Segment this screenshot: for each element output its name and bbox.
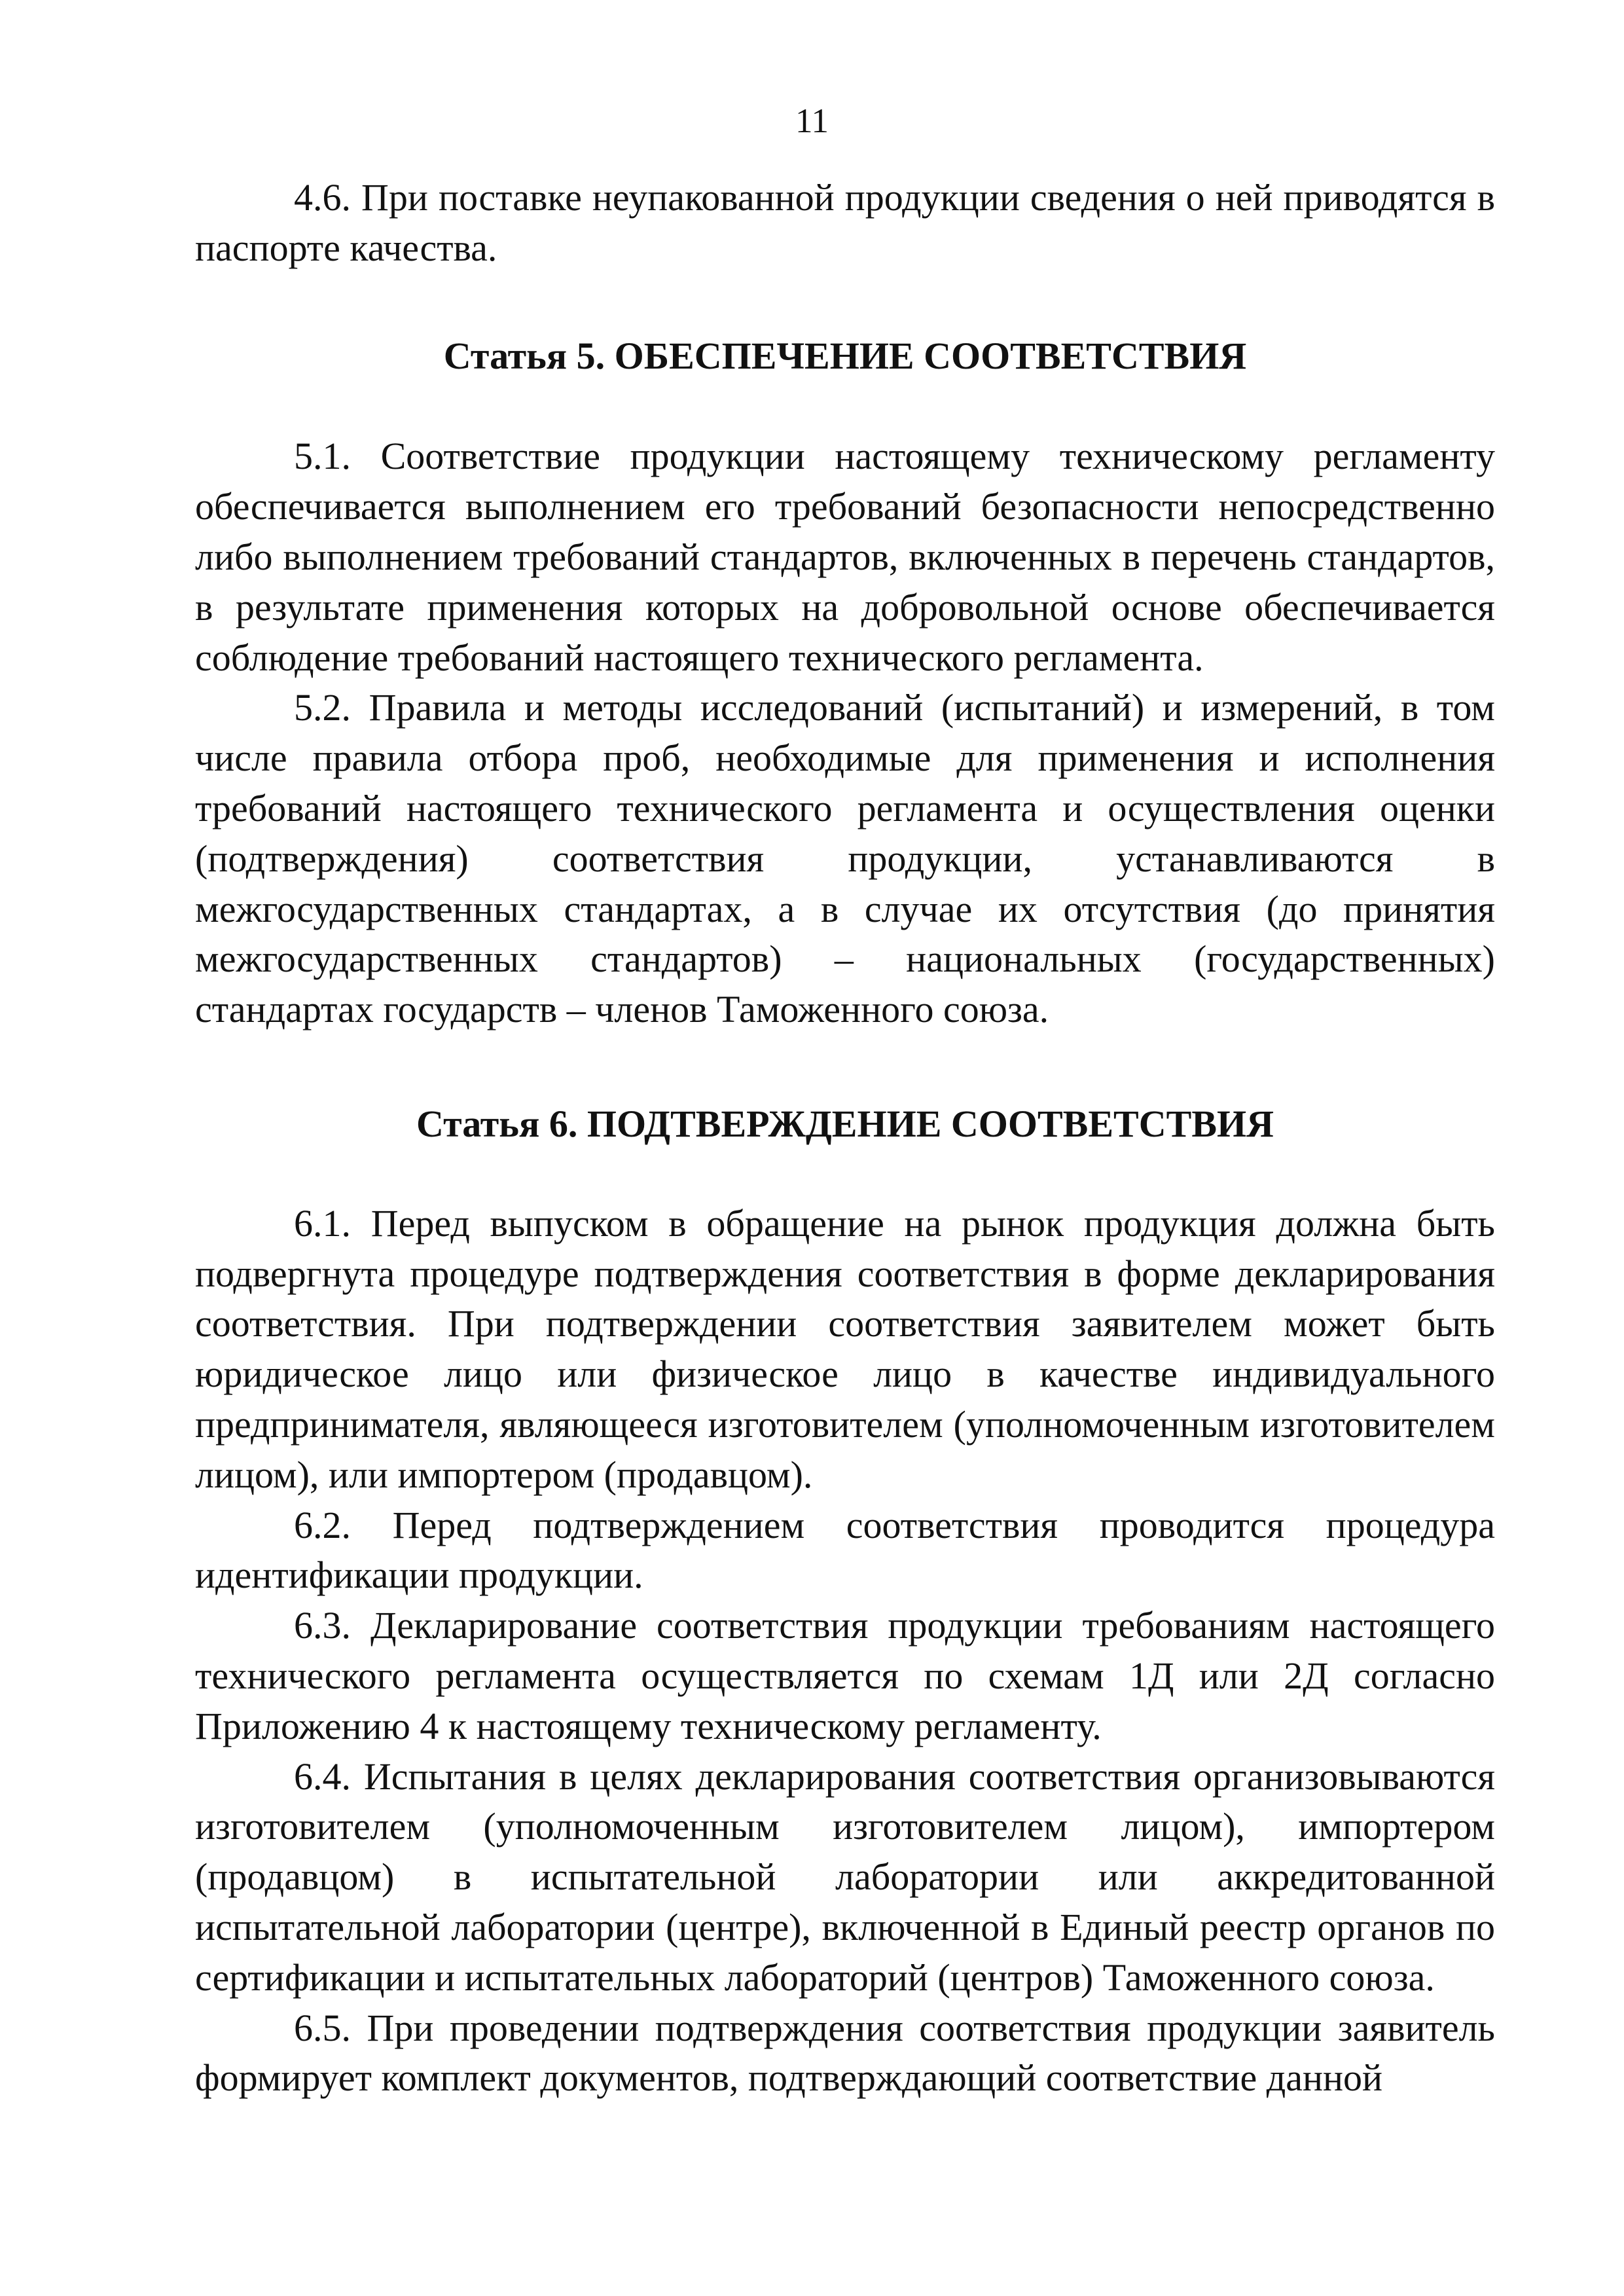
paragraph-5-1: 5.1. Соответствие продукции настоящему техническому регламенту обеспечивается выполнением его требований безопасности непосредственно либо выполнением требований стандартов, включенных в перечень стандартов, в результате применения которых на добровольной основе обеспечивается соблюдение требований настоящего технического регламента.	[195, 435, 1495, 679]
article-6-title: ПОДТВЕРЖДЕНИЕ СООТВЕТСТВИЯ	[586, 1102, 1274, 1145]
article-6-label: Статья 6.	[416, 1102, 578, 1145]
paragraph-6-5: 6.5. При проведении подтверждения соответствия продукции заявитель формирует комплект документов, подтверждающий соответствие данной	[195, 2006, 1495, 2100]
article-5-title: ОБЕСПЕЧЕНИЕ СООТВЕТСТВИЯ	[614, 334, 1247, 377]
article-6-heading	[195, 1099, 1495, 1150]
page-number: 11	[795, 102, 829, 140]
paragraph-4-6: 4.6. При поставке неупакованной продукции сведения о ней приводятся в паспорте качества.	[195, 176, 1495, 269]
paragraph-5-2: 5.2. Правила и методы исследований (испытаний) и измерений, в том числе правила отбора проб, необходимые для применения и исполнения требований настоящего технического регламента и осуществления оценки (подтверждения) соответствия продукции, устанавливаются в межгосударственных стандартах, а в случае их отсутствия (до принятия межгосударственных стандартов) – национальных (государственных) стандартах государств – членов Таможенного союза.	[195, 686, 1495, 1031]
paragraph-6-1: 6.1. Перед выпуском в обращение на рынок продукция должна быть подвергнута процедуре подтверждения соответствия в форме декларирования соответствия. При подтверждении соответствия заявителем может быть юридическое лицо или физическое лицо в качестве индивидуального предпринимателя, являющееся изготовителем (уполномоченным изготовителем лицом), или импортером (продавцом).	[195, 1201, 1495, 1496]
paragraph-6-3: 6.3. Декларирование соответствия продукции требованиям настоящего технического регламента осуществляется по схемам 1Д или 2Д согласно Приложению 4 к настоящему техническому регламенту.	[195, 1604, 1495, 1747]
paragraph-6-2: 6.2. Перед подтверждением соответствия проводится процедура идентификации продукции.	[195, 1503, 1495, 1597]
document-body	[195, 173, 1495, 2104]
article-5-heading	[195, 331, 1495, 382]
article-5-label: Статья 5.	[443, 334, 605, 377]
paragraph-6-4: 6.4. Испытания в целях декларирования соответствия организовываются изготовителем (уполномоченным изготовителем лицом), импортером (продавцом) в испытательной лаборатории или аккредитованной испытательной лаборатории (центре), включенной в Единый реестр органов по сертификации и испытательных лабораторий (центров) Таможенного союза.	[195, 1755, 1495, 1999]
